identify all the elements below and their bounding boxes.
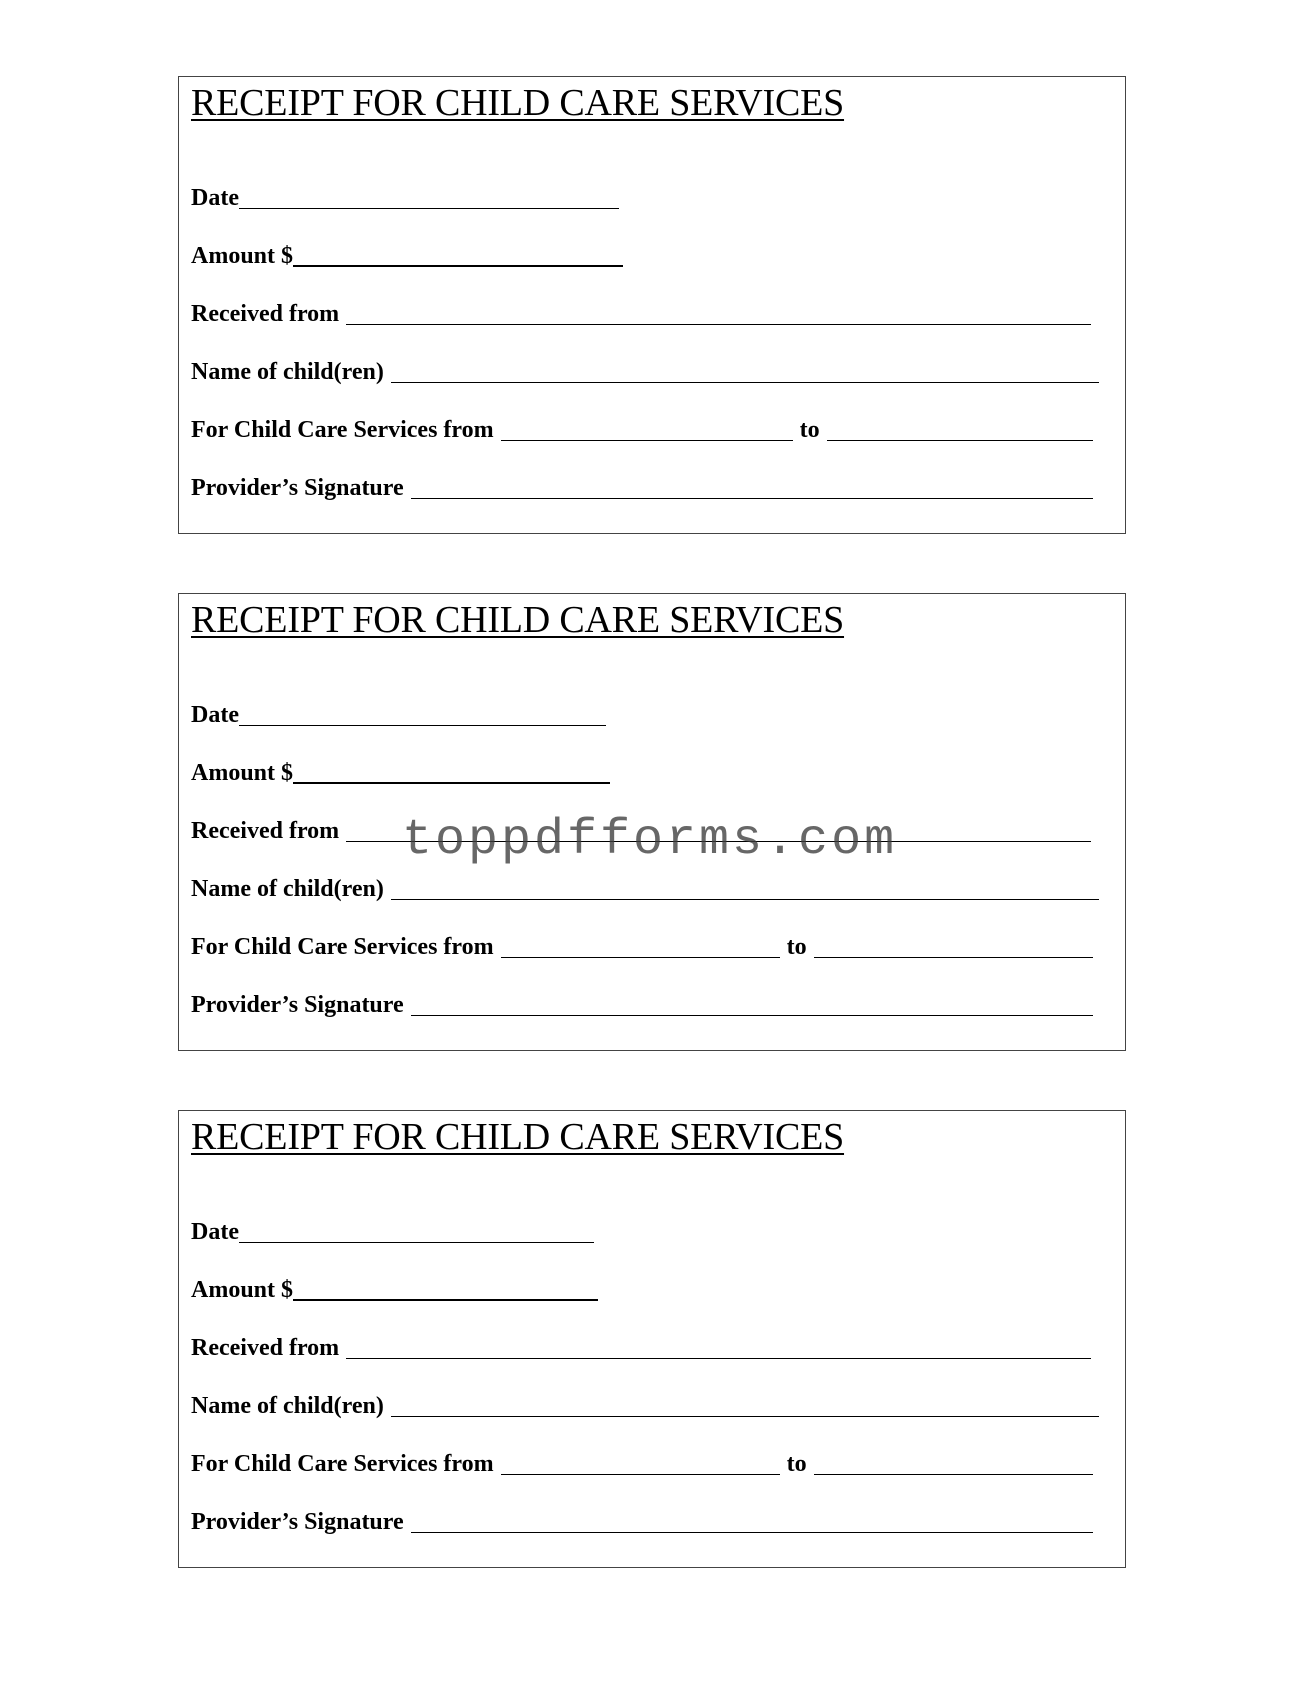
to-label: to (786, 1451, 807, 1477)
amount-field[interactable] (293, 1299, 598, 1301)
date-row (191, 1215, 594, 1245)
signature-label: Provider’s Signature (191, 475, 404, 501)
services-from-label: For Child Care Services from (191, 417, 494, 443)
services-from-label: For Child Care Services from (191, 1451, 494, 1477)
signature-row (191, 988, 1093, 1018)
date-field[interactable] (239, 725, 606, 726)
services-from-label: For Child Care Services from (191, 934, 494, 960)
children-row (191, 872, 1099, 902)
children-row (191, 355, 1099, 385)
services-from-field[interactable] (501, 440, 793, 441)
receipt-3 (178, 1110, 1126, 1568)
children-row (191, 1389, 1099, 1419)
signature-row (191, 1505, 1093, 1535)
received-from-label: Received from (191, 1335, 340, 1361)
amount-row (191, 1273, 598, 1303)
received-from-field[interactable] (346, 1358, 1091, 1359)
receipt-1 (178, 76, 1126, 534)
children-field[interactable] (391, 1416, 1099, 1417)
date-label: Date (191, 1219, 239, 1245)
receipt-title: RECEIPT FOR CHILD CARE SERVICES (191, 82, 845, 124)
services-to-field[interactable] (827, 440, 1093, 441)
amount-label: Amount $ (191, 760, 294, 786)
services-from-field[interactable] (501, 957, 780, 958)
amount-row (191, 756, 610, 786)
children-label: Name of child(ren) (191, 359, 384, 385)
children-label: Name of child(ren) (191, 876, 384, 902)
received-from-row (191, 1331, 1091, 1361)
date-row (191, 181, 619, 211)
receipt-title: RECEIPT FOR CHILD CARE SERVICES (191, 599, 845, 641)
to-label: to (786, 934, 807, 960)
signature-label: Provider’s Signature (191, 992, 404, 1018)
services-period-row (191, 413, 1093, 443)
amount-field[interactable] (293, 265, 623, 267)
children-field[interactable] (391, 899, 1099, 900)
services-from-field[interactable] (501, 1474, 780, 1475)
date-field[interactable] (239, 208, 619, 209)
signature-row (191, 471, 1093, 501)
amount-row (191, 239, 623, 269)
received-from-label: Received from (191, 301, 340, 327)
received-from-row (191, 297, 1091, 327)
received-from-label: Received from (191, 818, 340, 844)
date-label: Date (191, 702, 239, 728)
signature-field[interactable] (411, 1532, 1093, 1533)
to-label: to (799, 417, 820, 443)
received-from-field[interactable] (346, 324, 1091, 325)
services-to-field[interactable] (814, 957, 1093, 958)
receipt-title: RECEIPT FOR CHILD CARE SERVICES (191, 1116, 845, 1158)
amount-label: Amount $ (191, 1277, 294, 1303)
date-row (191, 698, 606, 728)
children-label: Name of child(ren) (191, 1393, 384, 1419)
signature-field[interactable] (411, 498, 1093, 499)
amount-field[interactable] (293, 782, 610, 784)
signature-label: Provider’s Signature (191, 1509, 404, 1535)
amount-label: Amount $ (191, 243, 294, 269)
date-field[interactable] (239, 1242, 594, 1243)
children-field[interactable] (391, 382, 1099, 383)
services-to-field[interactable] (814, 1474, 1093, 1475)
services-period-row (191, 1447, 1093, 1477)
watermark: toppdfforms.com (402, 812, 898, 869)
services-period-row (191, 930, 1093, 960)
signature-field[interactable] (411, 1015, 1093, 1016)
date-label: Date (191, 185, 239, 211)
